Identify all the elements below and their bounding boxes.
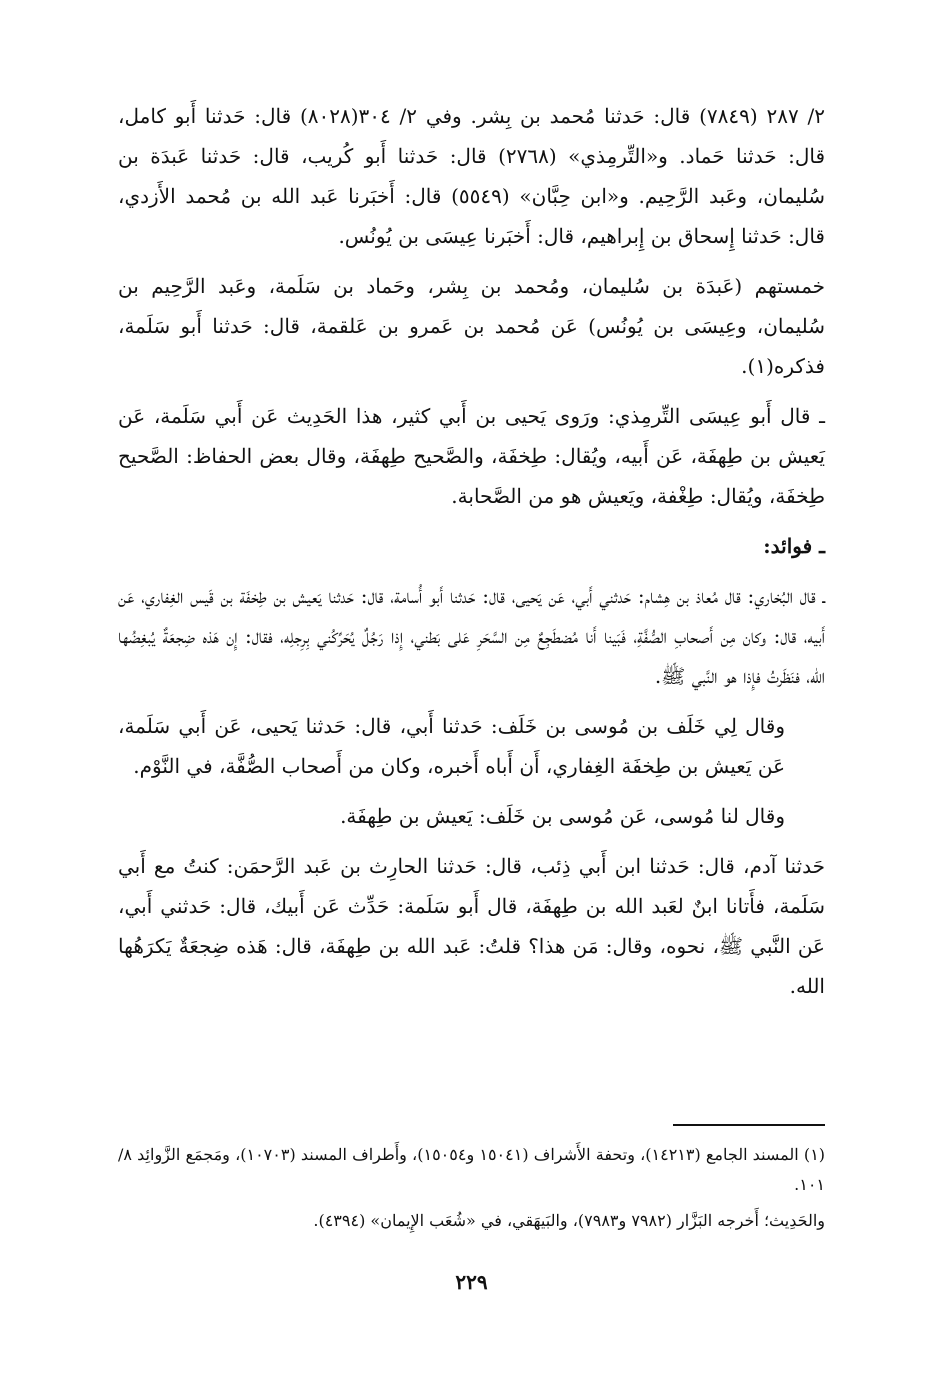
footnotes <box>118 1140 825 1242</box>
paragraph-tirmidhi-comment: ـ قال أَبو عِيسَى التِّرمِذي: ورَوى يَحيى بن أَبي كثير، هذا الحَدِيث عَن أَبي سَلَمة، عَن يَعيش بن طِهفَة، عَن أَبيه، ويُقال: طِخفَة، والصَّحيح طِهفَة، وقال بعض الحفاظ: الصَّحيح طِخفَة، ويُقال: طِغْفة، ويَعيش هو من الصَّحابة. <box>118 404 825 508</box>
paragraph-sources: ٢/ ٢٨٧ (٧٨٤٩) قال: حَدثنا مُحمد بن بِشر. وفي ٢/ ٣٠٤(٨٠٢٨) قال: حَدثنا أَبو كامل، قال: حَدثنا حَماد. و«التِّرمِذي» (٢٧٦٨) قال: حَدثنا أَبو كُريب، قال: حَدثنا عَبدَة بن سُليمان، وعَبد الرَّحِيم. و«ابن حِبَّان» (٥٥٤٩) قال: أَخبَرنا عَبد الله بن مُحمد الأَزدي، قال: حَدثنا إِسحاق بن إِبراهيم، قال: أَخبَرنا عِيسَى بن يُونُس. <box>118 104 825 248</box>
footnote-divider <box>673 1124 825 1126</box>
paragraph-chain: خمستهم (عَبدَة بن سُليمان، ومُحمد بن بِشر، وحَماد بن سَلَمة، وعَبد الرَّحِيم بن سُليمان، وعِيسَى بن يُونُس) عَن مُحمد بن عَمرو بن عَلقمة، قال: حَدثنا أَبو سَلَمة، فذكره(١). <box>118 274 825 378</box>
main-text <box>118 96 825 1016</box>
footnote-hadith-sources: والحَدِيث؛ أَخرجه البَزَّار (٧٩٨٢ و٧٩٨٣)، والبَيهَقي، في «شُعَب الإِيمان» (٤٣٩٤). <box>313 1211 825 1230</box>
section-heading-fawaid: ـ فوائد: <box>763 534 825 558</box>
page-number: ٢٢٩ <box>455 1270 488 1294</box>
paragraph-khalaf: وقال لِي خَلَف بن مُوسى بن خَلَف: حَدثنا أَبي، قال: حَدثنا يَحيى، عَن أَبي سَلَمة، عَن يَعيش بن طِخفَة الغِفاري، أَن أَباه أَخبره، وكان من أَصحاب الصُّفَّة، في النَّوْم. <box>118 714 785 778</box>
paragraph-adam: حَدثنا آدم، قال: حَدثنا ابن أَبي ذِئب، قال: حَدثنا الحارِث بن عَبد الرَّحمَن: كنتُ مع أَبي سَلَمة، فأَتانا ابنٌ لعَبد الله بن طِهفَة، قال أَبو سَلَمة: حَدِّث عَن أَبيك، قال: حَدثني أَبي، عَن النَّبي ﷺ، نحوه، وقال: مَن هذا؟ قلتُ: عَبد الله بن طِهفَة، قال: هَذه ضِجعَةٌ يَكرَهُها الله. <box>118 854 825 998</box>
paragraph-bukhari: ـ قال البُخاري: قال مُعاذ بن هِشام: حَدثني أَبي، عَن يَحيى، قال: حَدثنا أَبو أُسامة، قال: حَدثنا يَعيش بن طِخفَة بن قَيس الغِفاري، عَن أَبيه، قال: وكان مِن أَصحابِ الصُّفَّةِ، فَبَينا أَنا مُضطَجِعٌ مِن السَّحَرِ عَلى بَطني، إِذا رَجُلٌ يُحَرِّكُني بِرِجلِه، فقال: إِن هَذه ضِجعَةٌ يُبغِضُها الله، فنَظَرتُ فإِذا هو النَّبي ﷺ. <box>118 584 825 688</box>
paragraph-musa: وقال لنا مُوسى، عَن مُوسى بن خَلَف: يَعيش بن طِهفَة. <box>340 804 785 828</box>
footnote-1: (١) المسند الجامع (١٤٢١٣)، وتحفة الأَشراف (١٥٠٤١ و١٥٠٥٤)، وأَطراف المسند (١٠٧٠٣)، ومَجمَع الزَّوائِد ٨/ ١٠١. <box>118 1145 826 1194</box>
